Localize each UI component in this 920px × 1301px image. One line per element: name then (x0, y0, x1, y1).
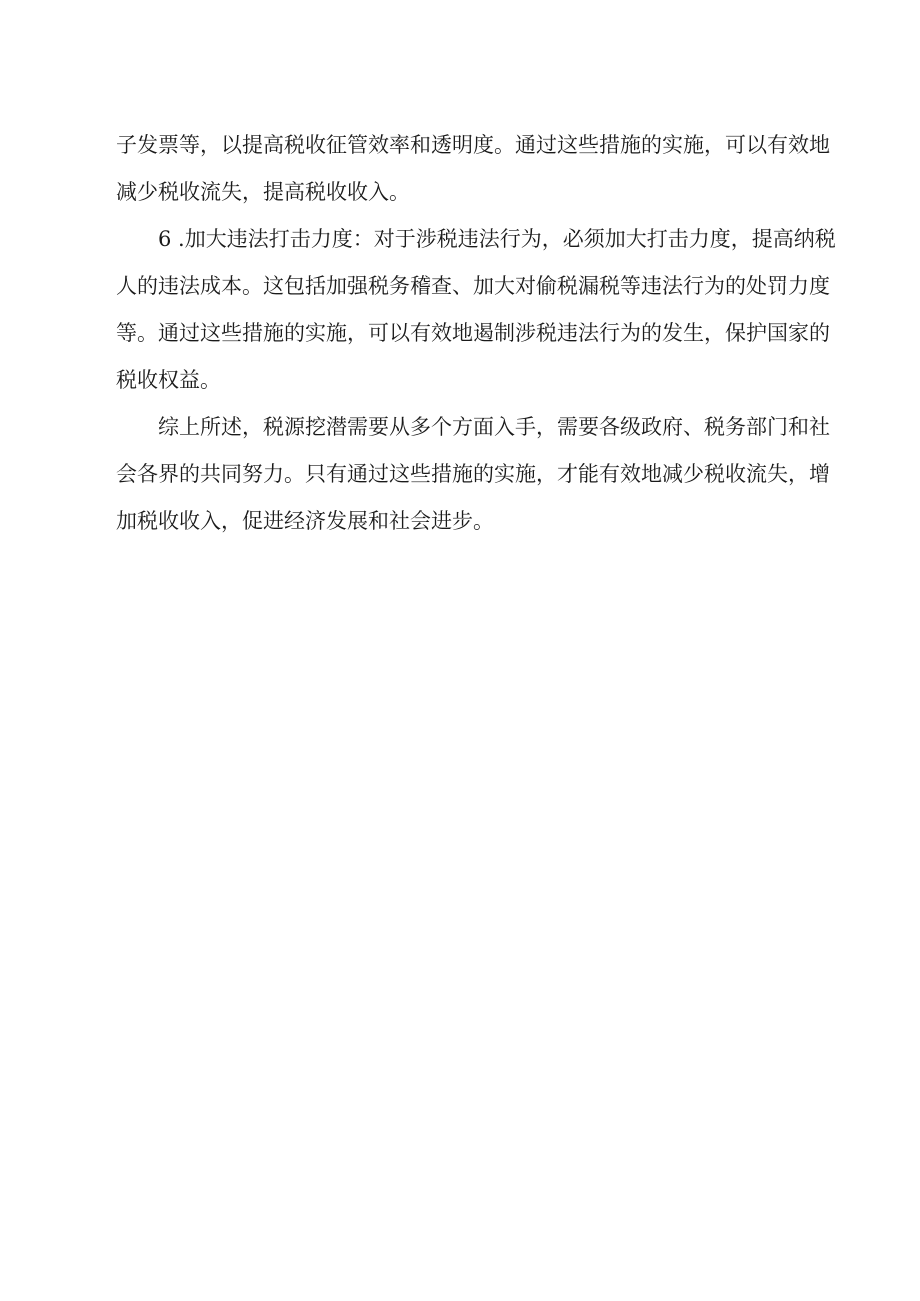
paragraph-line: 综上所述，税源挖潜需要从多个方面入手，需要各级政府、税务部门和社 (158, 415, 830, 439)
paragraph-e-invoice-continuation (116, 122, 830, 216)
paragraph-line: 加税收收入，促进经济发展和社会进步。 (116, 509, 494, 533)
paragraph-line: 会各界的共同努力。只有通过这些措施的实施，才能有效地减少税收流失，增 (116, 462, 830, 486)
paragraph-line: 税收权益。 (116, 368, 221, 392)
paragraph-line: 减少税收流失，提高税收收入。 (116, 180, 410, 204)
paragraph-line: 人的违法成本。这包括加强税务稽查、加大对偷税漏税等违法行为的处罚力度 (116, 274, 830, 298)
document-body (116, 122, 836, 545)
paragraph-conclusion (116, 404, 830, 545)
paragraph-item-6 (116, 216, 836, 404)
paragraph-line: 子发票等，以提高税收征管效率和透明度。通过这些措施的实施，可以有效地 (116, 133, 830, 157)
paragraph-line: 6 .加大违法打击力度：对于涉税违法行为，必须加大打击力度，提高纳税 (158, 227, 836, 251)
paragraph-line: 等。通过这些措施的实施，可以有效地遏制涉税违法行为的发生，保护国家的 (116, 321, 830, 345)
